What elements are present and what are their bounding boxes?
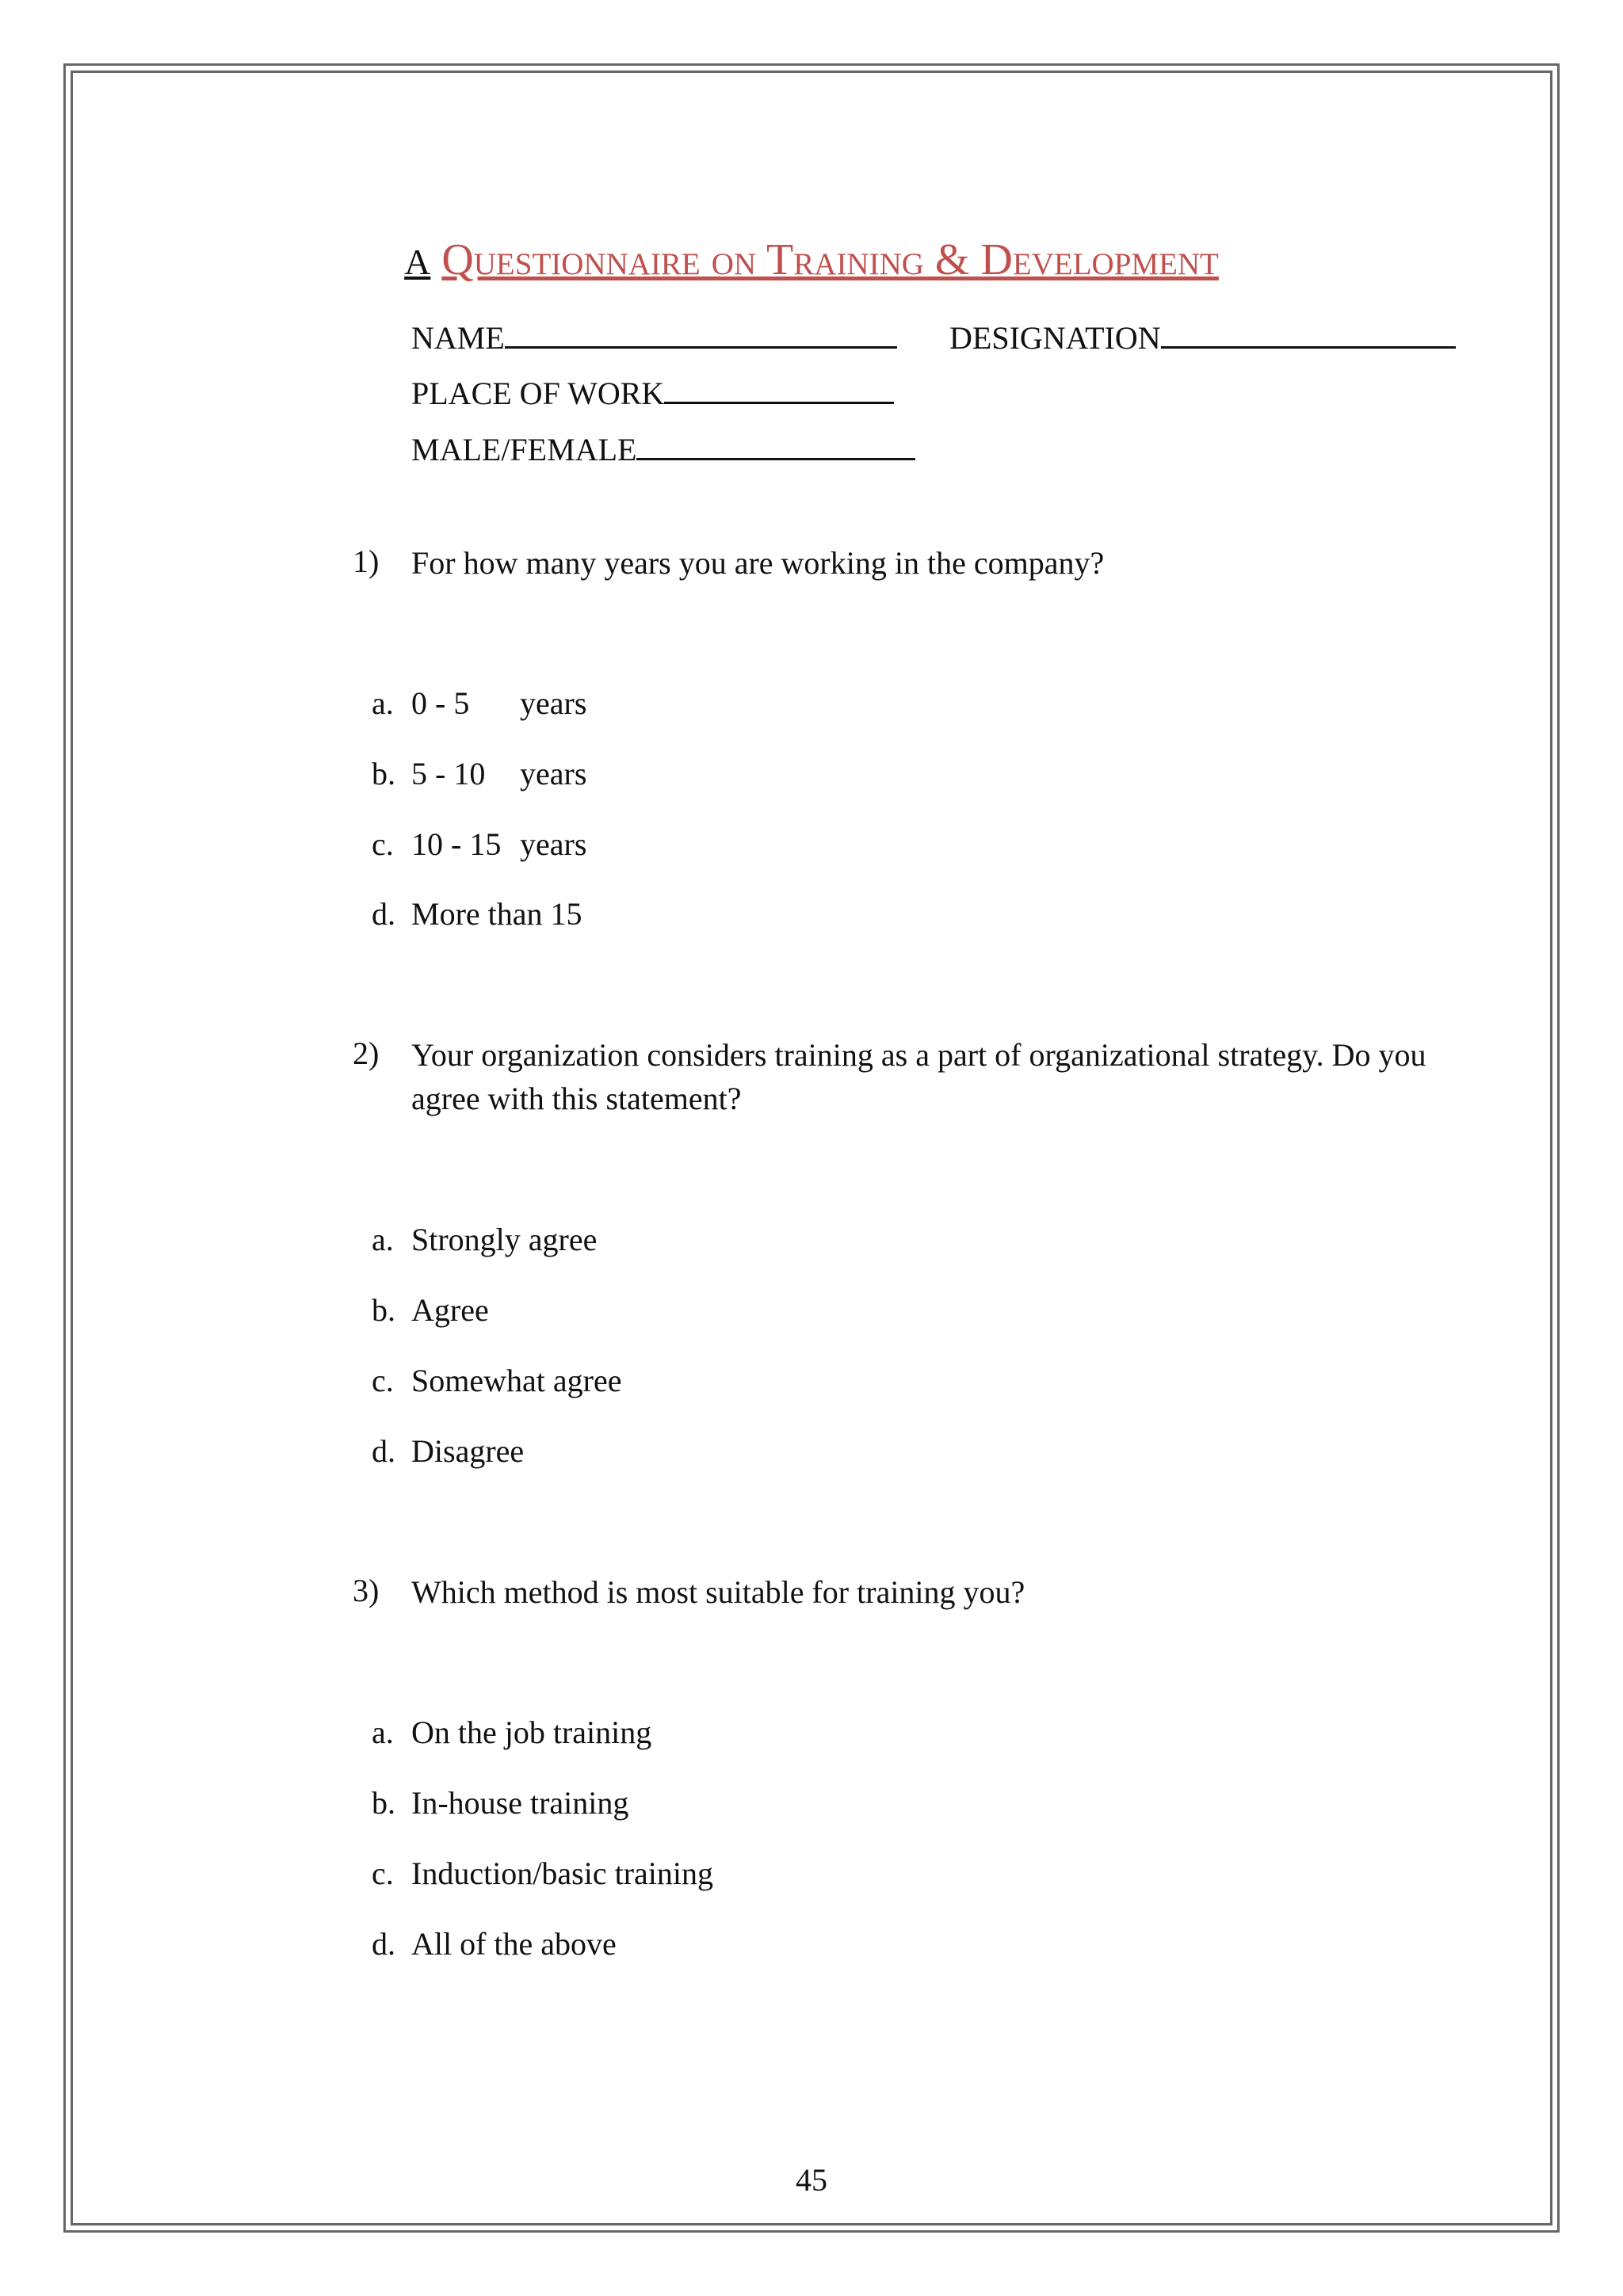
option-letter: a. — [372, 1222, 394, 1257]
name-field[interactable] — [411, 317, 897, 360]
question-1-text: For how many years you are working in the company? — [411, 545, 1105, 581]
option-letter: b. — [372, 1292, 395, 1328]
option-text: 10 - 15 — [411, 826, 502, 862]
question-2-number: 2) — [353, 1035, 380, 1071]
designation-label: DESIGNATION — [949, 320, 1161, 356]
option-suffix: years — [520, 756, 587, 791]
option-letter: d. — [372, 1433, 395, 1469]
title-first-letter: A — [404, 242, 431, 282]
place-of-work-field[interactable] — [411, 372, 894, 415]
gender-label: MALE/FEMALE — [411, 432, 637, 467]
option-text: Agree — [411, 1292, 489, 1328]
option-letter: a. — [372, 685, 394, 721]
option-letter: b. — [372, 1785, 395, 1821]
question-2-text: Your organization considers training as a part of organizational strategy. Do you agree with this statement? — [411, 1037, 1426, 1116]
option-text: 0 - 5 — [411, 685, 470, 721]
option-text: All of the above — [411, 1926, 617, 1962]
page-number: 45 — [796, 2162, 827, 2198]
option-letter: d. — [372, 896, 395, 932]
option-letter: a. — [372, 1714, 394, 1750]
gender-blank[interactable] — [636, 431, 915, 460]
option-suffix: years — [520, 826, 587, 862]
option-suffix: years — [520, 685, 587, 721]
option-letter: d. — [372, 1926, 395, 1962]
place-of-work-blank[interactable] — [664, 375, 894, 404]
option-text: On the job training — [411, 1714, 652, 1750]
option-letter: c. — [372, 826, 394, 862]
option-text: In-house training — [411, 1785, 629, 1821]
option-letter: c. — [372, 1363, 394, 1398]
option-text: More than 15 — [411, 896, 582, 932]
option-text: 5 - 10 — [411, 756, 486, 791]
question-3-number: 3) — [353, 1573, 380, 1608]
option-letter: b. — [372, 756, 395, 791]
option-text: Strongly agree — [411, 1222, 598, 1257]
place-of-work-label: PLACE OF WORK — [411, 376, 665, 411]
question-3-text: Which method is most suitable for training you? — [411, 1574, 1025, 1610]
option-letter: c. — [372, 1855, 394, 1891]
designation-field[interactable] — [949, 317, 1456, 360]
name-blank[interactable] — [505, 319, 897, 349]
name-label: NAME — [411, 320, 505, 356]
question-1-number: 1) — [353, 543, 380, 579]
option-text: Induction/basic training — [411, 1855, 714, 1891]
option-text: Disagree — [411, 1433, 525, 1469]
designation-blank[interactable] — [1161, 319, 1456, 349]
gender-field[interactable] — [411, 429, 915, 471]
title-text: Questionnaire on Training & Development — [441, 235, 1219, 284]
option-text: Somewhat agree — [411, 1363, 622, 1398]
page-title — [0, 235, 1623, 284]
